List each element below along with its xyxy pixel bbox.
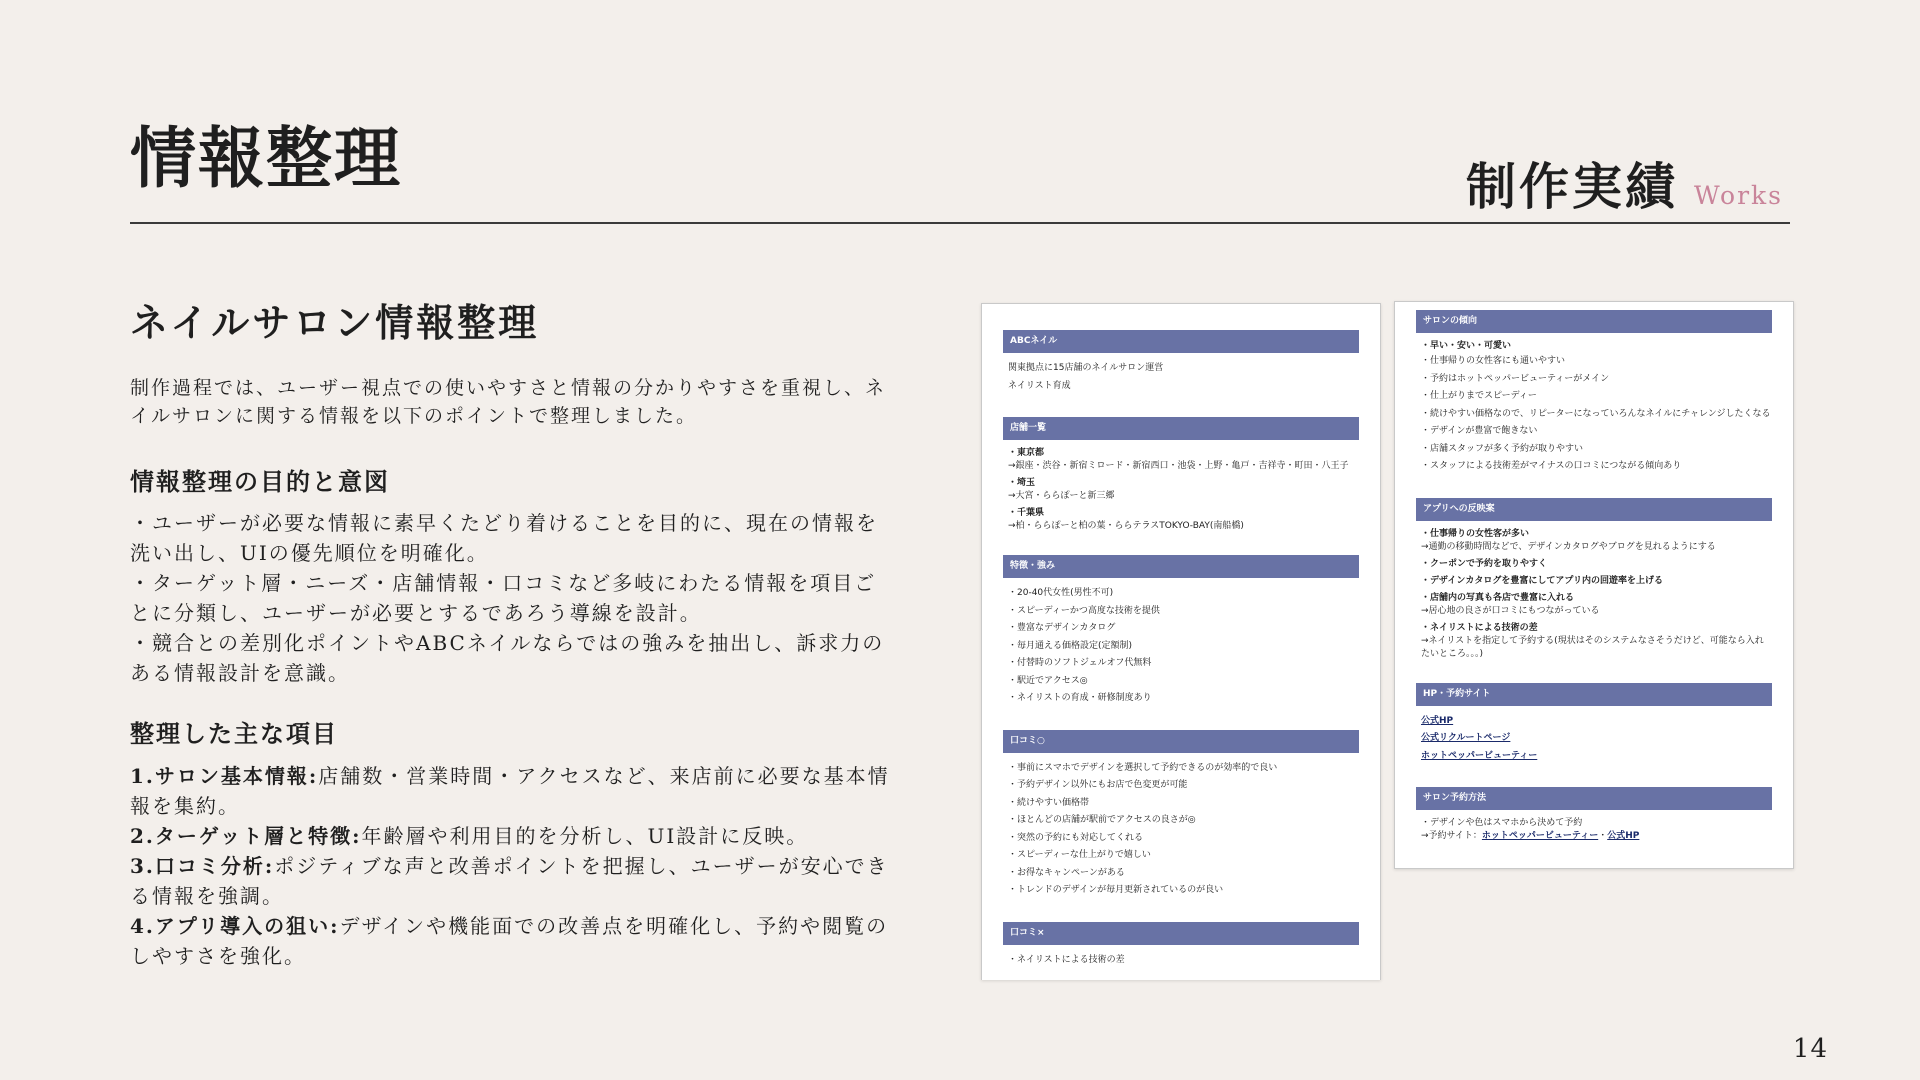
item-text: 店舗数・営業時間・アクセスなど、来店前に必要な基本情報を集約。 — [130, 764, 890, 819]
doc-line: ・予約はホットペッパービューティーがメイン — [1421, 373, 1610, 384]
doc-line: ・付替時のソフトジェルオフ代無料 — [1008, 658, 1152, 668]
section-bar-abc-nail: ABCネイル — [1003, 330, 1359, 353]
doc-line-bold: ・埼玉 — [1008, 478, 1036, 488]
section-bar-features: 特徴・強み — [1003, 555, 1359, 578]
doc-line-bold: ・デザインカタログを豊富にしてアプリ内の回遊率を上げる — [1421, 575, 1664, 586]
doc-line: ・続けやすい価格なので、リピーターになっていろんなネイルにチャレンジしたくなる — [1421, 408, 1771, 419]
item-text: ポジティブな声と改善ポイントを把握し、ユーザーが安心できる情報を強調。 — [130, 854, 889, 909]
official-hp-booking-link[interactable]: 公式HP — [1607, 831, 1640, 841]
section-bar-salon-trends: サロンの傾向 — [1416, 310, 1772, 333]
doc-line: →銀座・渋谷・新宿ミロード・新宿西口・池袋・上野・亀戸・吉祥寺・町田・八王子 — [1008, 461, 1349, 471]
doc-line: →通勤の移動時間などで、デザインカタログやブログを見れるようにする — [1421, 541, 1716, 552]
purpose-bullet: ・ユーザーが必要な情報に素早くたどり着けることを目的に、現在の情報を洗い出し、UIの優先順位を明確化。 — [130, 511, 878, 566]
section-bar-app-ideas: アプリへの反映案 — [1416, 498, 1772, 521]
doc-line-bold: ・早い・安い・可愛い — [1421, 341, 1512, 351]
doc-line: ・豊富なデザインカタログ — [1008, 623, 1116, 633]
doc-line: →大宮・ららぽーと新三郷 — [1008, 491, 1115, 501]
doc-line: ・駅近でアクセス◎ — [1008, 675, 1088, 686]
doc-line-bold: ・東京都 — [1008, 448, 1045, 458]
doc-line: 関東拠点に15店舗のネイルサロン運営 — [1008, 363, 1164, 373]
doc-line: ・20-40代女性(男性不可) — [1008, 588, 1114, 598]
doc-line: ・スピーディーかつ高度な技術を提供 — [1008, 605, 1160, 616]
list-item — [130, 761, 890, 821]
list-item — [130, 911, 890, 971]
item-text: 年齢層や利用目的を分析し、UI設計に反映。 — [361, 824, 809, 849]
hotpepper-booking-link[interactable]: ホットペッパービューティー — [1481, 831, 1599, 841]
list-item — [130, 851, 890, 911]
doc-line: ・続けやすい価格帯 — [1008, 797, 1090, 808]
page-title: 情報整理 — [130, 119, 402, 197]
doc-line: ・ネイリストの育成・研修制度あり — [1008, 693, 1152, 703]
doc-line: →居心地の良さが口コミにもつながっている — [1421, 605, 1600, 616]
doc-line: ・事前にスマホでデザインを選択して予約できるのが効率的で良い — [1008, 762, 1278, 773]
section-bar-store-list: 店舗一覧 — [1003, 417, 1359, 440]
doc-line: ・仕事帰りの女性客にも通いやすい — [1421, 356, 1566, 366]
booking-prefix: →予約サイト： — [1421, 831, 1482, 841]
doc-line-bold: ・ネイリストによる技術の差 — [1421, 622, 1538, 633]
purpose-bullet: ・競合との差別化ポイントやABCネイルならではの強みを抽出し、訴求力のある情報設計を意識。 — [130, 631, 885, 686]
item-label: 1.サロン基本情報: — [130, 764, 319, 789]
items-list — [130, 761, 890, 971]
document-page-right — [1394, 301, 1794, 869]
doc-line: ネイリスト育成 — [1008, 380, 1071, 391]
doc-line — [1416, 830, 1772, 843]
doc-line: →柏・ららぽーと柏の葉・ららテラスTOKYO-BAY(南船橋) — [1008, 521, 1244, 531]
section-bar-websites: HP・予約サイト — [1416, 683, 1772, 706]
item-label: 4.アプリ導入の狙い: — [130, 914, 340, 939]
recruit-page-link[interactable]: 公式リクルートページ — [1421, 733, 1511, 743]
section-bar-reviews-negative: 口コミ× — [1003, 922, 1359, 945]
section-bar-booking-method: サロン予約方法 — [1416, 787, 1772, 810]
works-jp-label: 制作実績 — [1466, 157, 1679, 216]
doc-line: ・ネイリストによる技術の差 — [1008, 954, 1125, 965]
doc-line: ・突然の予約にも対応してくれる — [1008, 832, 1144, 843]
intro-text: 制作過程では、ユーザー視点での使いやすさと情報の分かりやすさを重視し、ネイルサロンに関する情報を以下のポイントで整理しました。 — [130, 376, 887, 427]
doc-line-bold: ・店舗内の写真も各店で豊富に入れる — [1421, 592, 1575, 603]
item-label: 3.口コミ分析: — [130, 854, 275, 879]
page-number: 14 — [1792, 1034, 1828, 1064]
description-column — [130, 300, 890, 971]
items-heading: 整理した主な項目 — [130, 719, 338, 749]
purpose-heading: 情報整理の目的と意図 — [130, 466, 390, 496]
header-divider — [130, 222, 1790, 224]
doc-line-bold: ・クーポンで予約を取りやすく — [1421, 558, 1548, 569]
document-page-left — [981, 303, 1381, 980]
list-item — [130, 821, 890, 851]
works-label — [1466, 147, 1783, 219]
doc-line-bold: ・千葉県 — [1008, 508, 1045, 518]
doc-line: ・お得なキャンペーンがある — [1008, 867, 1125, 878]
doc-line: ・毎月通える価格設定(定額制) — [1008, 640, 1133, 651]
item-label: 2.ターゲット層と特徴: — [130, 824, 362, 849]
doc-line: ・スピーディーな仕上がりで嬉しい — [1008, 850, 1151, 860]
item-text: デザインや機能面での改善点を明確化し、予約や閲覧のしやすさを強化。 — [130, 914, 889, 969]
doc-line: ・デザインが豊富で飽きない — [1421, 426, 1538, 436]
purpose-list — [130, 508, 890, 688]
section-bar-reviews-positive: 口コミ○ — [1003, 730, 1359, 753]
doc-line: ・トレンドのデザインが毎月更新されているのが良い — [1008, 885, 1224, 895]
purpose-bullet: ・ターゲット層・ニーズ・店舗情報・口コミなど多岐にわたる情報を項目ごとに分類し、ユーザーが必要とするであろう導線を設計。 — [130, 571, 877, 626]
doc-line: ・デザインや色はスマホから決めて予約 — [1421, 818, 1583, 828]
doc-line: ・予約デザイン以外にもお店で色変更が可能 — [1008, 780, 1188, 790]
works-en-label: Works — [1694, 181, 1783, 210]
section-subtitle: ネイルサロン情報整理 — [130, 300, 540, 345]
doc-line: ・ほとんどの店舗が駅前でアクセスの良さが◎ — [1008, 815, 1196, 825]
doc-line: ・店舗スタッフが多く予約が取りやすい — [1421, 443, 1584, 454]
separator: ・ — [1598, 831, 1608, 841]
hotpepper-link[interactable]: ホットペッパービューティー — [1421, 750, 1538, 761]
official-hp-link[interactable]: 公式HP — [1421, 715, 1454, 726]
doc-line-bold: ・仕事帰りの女性客が多い — [1421, 528, 1530, 539]
doc-line: →ネイリストを指定して予約する(現状はそのシステムなさそうだけど、可能なら入れたいところ。。。) — [1421, 635, 1764, 659]
doc-line: ・仕上がりまでスピーディー — [1421, 391, 1537, 401]
doc-line: ・スタッフによる技術差がマイナスの口コミにつながる傾向あり — [1421, 461, 1682, 471]
